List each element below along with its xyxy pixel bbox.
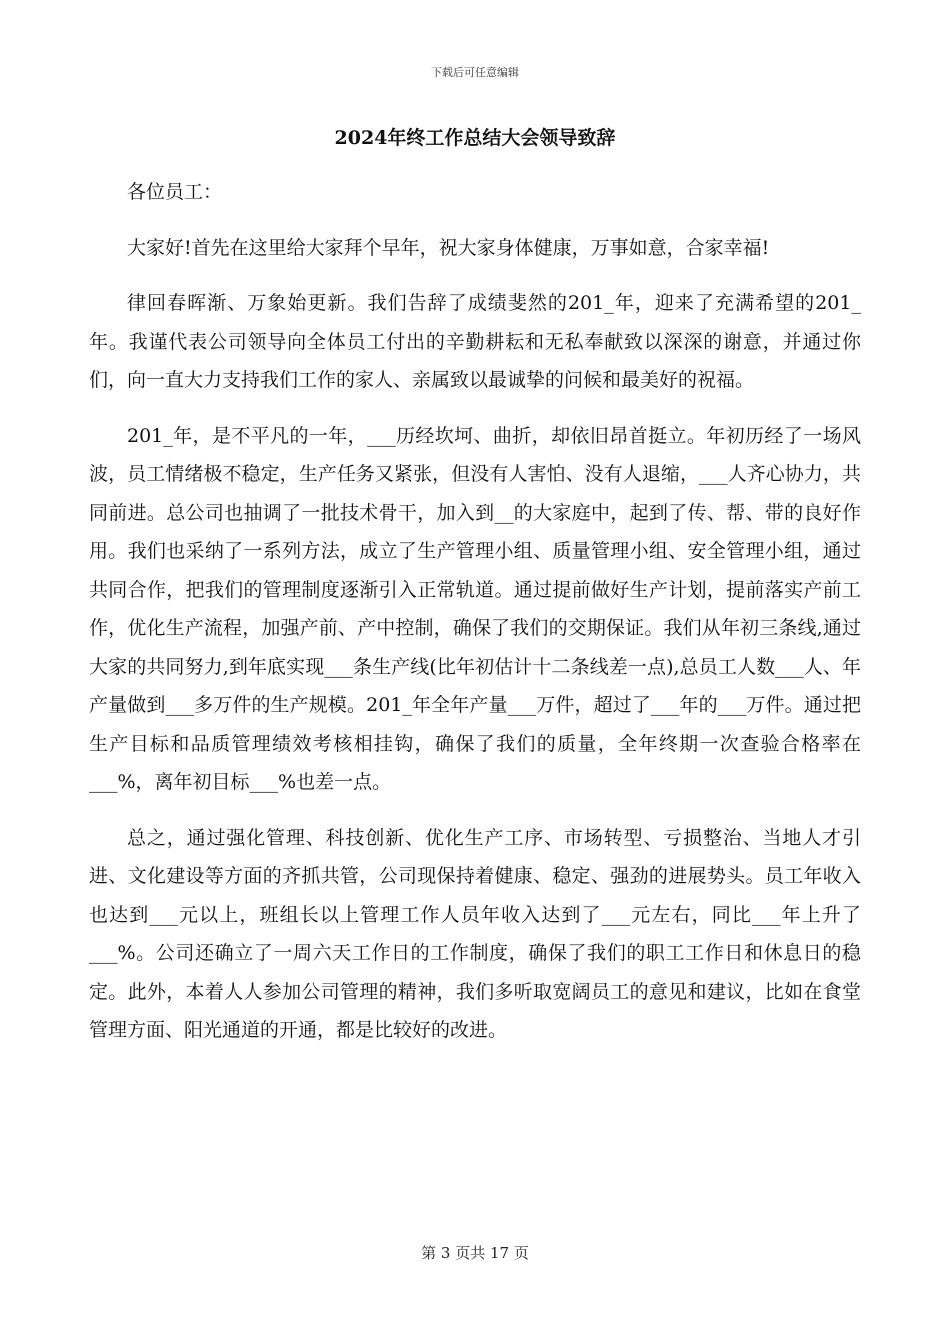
paragraph-review: 201_年，是不平凡的一年，___历经坎坷、曲折，却依旧昂首挺立。年初历经了一场风波，员工情绪极不稳定，生产任务又紧张，但没有人害怕、没有人退缩，___人齐心协力，共同前进。总公司也抽调了一批技术骨干，加入到__的大家庭中，起到了传、帮、带的良好作用。我们也采纳了一系列方法，成立了生产管理小组、质量管理小组、安全管理小组，通过共同合作，把我们的管理制度逐渐引入正常轨道。通过提前做好生产计划，提前落实产前工作，优化生产流程，加强产前、产中控制，确保了我们的交期保证。我们从年初三条线,通过大家的共同努力,到年底实现___条生产线(比年初估计十二条线差一点),总员工人数___人、年产量做到___多万件的生产规模。201_年全年产量___万件，超过了___年的___万件。通过把生产目标和品质管理绩效考核相挂钩，确保了我们的质量，全年终期一次查验合格率在___%，离年初目标___%也差一点。: [89, 424, 861, 793]
page-number: 第 3 页共 17 页: [421, 1244, 529, 1262]
salutation: 各位员工：: [127, 181, 223, 203]
paragraph-greeting: 大家好!首先在这里给大家拜个早年，祝大家身体健康，万事如意，合家幸福!: [127, 236, 770, 259]
document-body: [89, 151, 861, 1050]
paragraph-summary: 总之，通过强化管理、科技创新、优化生产工序、市场转型、亏损整治、当地人才引进、文化建设等方面的齐抓共管，公司现保持着健康、稳定、强劲的进展势头。员工年收入也达到___元以上，班组长以上管理工作人员年收入达到了___元左右，同比___年上升了___%。公司还确立了一周六天工作日的工作制度，确保了我们的职工工作日和休息日的稳定。此外，本着人人参加公司管理的精神，我们多听取宽阔员工的意见和建议，比如在食堂管理方面、阳光通道的开通，都是比较好的改进。: [89, 826, 861, 1041]
document-title: 2024年终工作总结大会领导致辞: [334, 127, 616, 149]
paragraph-new-year: 律回春晖渐、万象始更新。我们告辞了成绩斐然的201_年，迎来了充满希望的201_年。我谨代表公司领导向全体员工付出的辛勤耕耘和无私奉献致以深深的谢意，并通过你们，向一直大力支持我们工作的家人、亲属致以最诚挚的问候和最美好的祝福。: [89, 292, 861, 391]
header-note: 下载后可任意编辑: [431, 66, 519, 79]
